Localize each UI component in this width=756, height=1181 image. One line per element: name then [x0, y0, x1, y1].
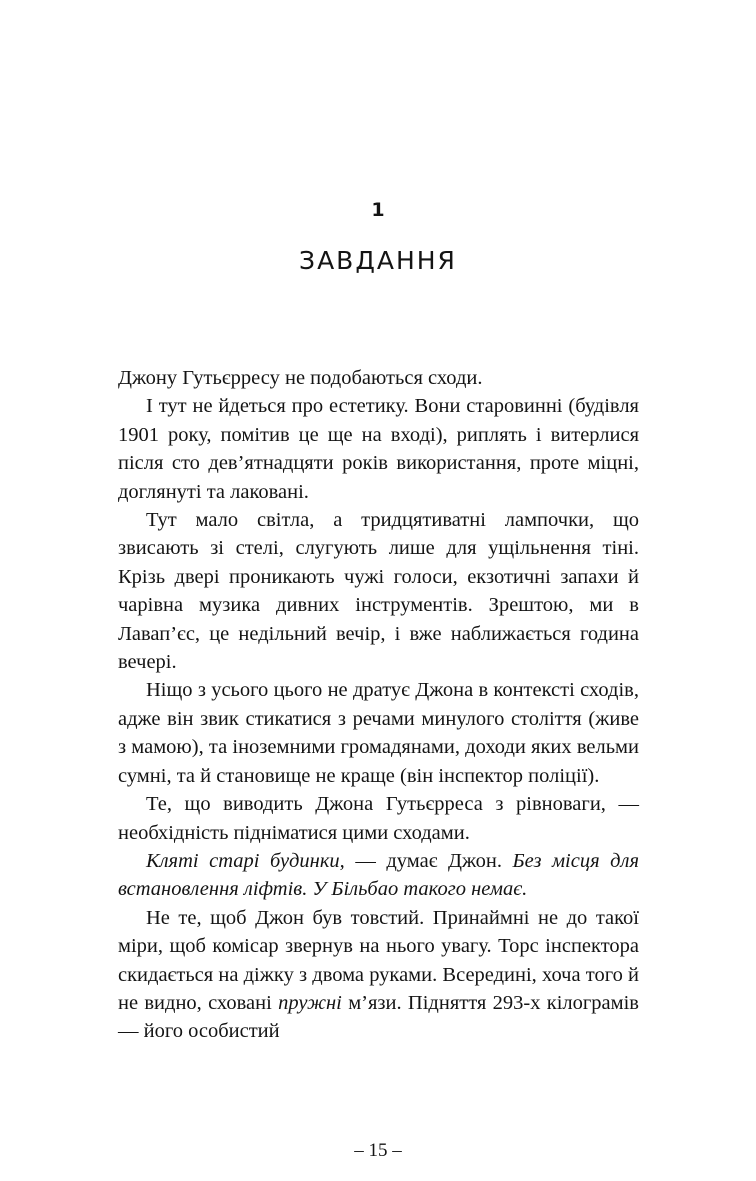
page-number: – 15 – [354, 1140, 402, 1161]
italic-text-run: Без місця для встановлення ліфтів. У Більбао такого немає. [118, 849, 639, 901]
paragraph [118, 904, 639, 1046]
text-run: Не те, щоб Джон був товстий. Принаймні не до такої міри, щоб комісар звернув на нього увагу. Торс інспектора скидається на діжку з двома руками. Всередині, хоча того й не видно, сховані [118, 906, 639, 1014]
paragraph [118, 790, 639, 847]
text-run: Те, що виводить Джона Гутьєрреса з рівноваги, — необхідність підніматися цими сходами. [118, 793, 639, 844]
paragraph [118, 392, 639, 506]
body-text [118, 364, 639, 1046]
chapter-number: 1 [371, 199, 385, 221]
text-run: Джону Гутьєрресу не подобаються сходи. [118, 367, 483, 389]
text-run: м’язи. Підняття 293-х кілограмів — його особистий [118, 991, 639, 1043]
paragraph [118, 506, 639, 676]
chapter-title: ЗАВДАННЯ [299, 246, 457, 275]
paragraph [118, 676, 639, 790]
italic-text-run: пружні [278, 991, 342, 1014]
text-run: І тут не йдеться про естетику. Вони старовинні (будівля 1901 року, помітив це ще на вході), риплять і витерлися після сто дев’ятнадцяти років використання, проте міцні, доглянуті та лаковані. [118, 395, 639, 503]
paragraph [118, 364, 639, 392]
paragraph [118, 847, 639, 904]
text-run: Ніщо з усього цього не дратує Джона в контексті сходів, адже він звик стикатися з речами минулого століття (живе з мамою), та іноземними громадянами, доходи яких вельми сумні, та й становище не краще (він інспектор поліції). [118, 679, 639, 787]
text-run: Тут мало світла, а тридцятиватні лампочки, що звисають зі стелі, слугують лише для ущільнення тіні. Крізь двері проникають чужі голоси, екзотичні запахи й чарівна музика дивних інструментів. Зрештою, ми в Лавап’єс, це недільний вечір, і вже наближається година вечері. [118, 509, 639, 674]
italic-text-run: Кляті старі будинки, [146, 849, 345, 872]
text-run: — думає Джон. [344, 849, 513, 872]
